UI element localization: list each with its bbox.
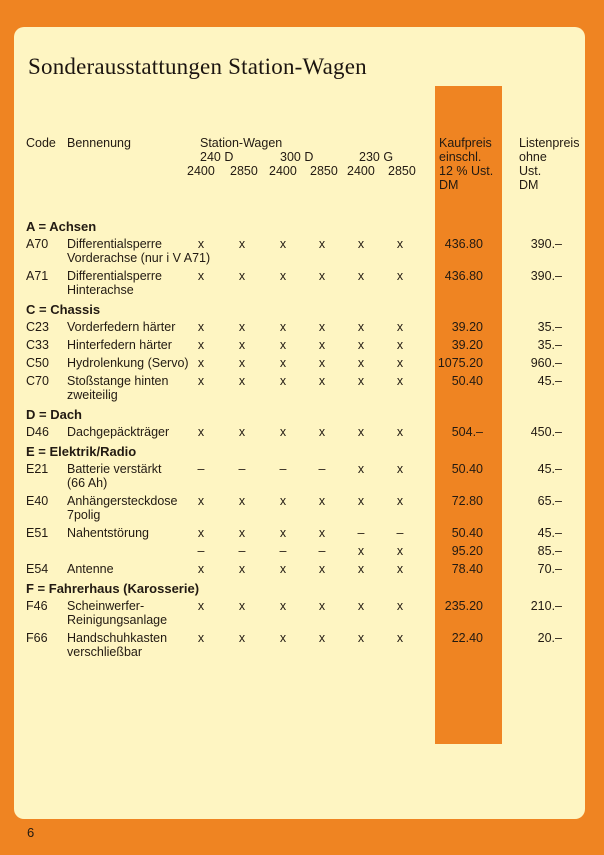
row-name: Differentialsperre — [67, 237, 162, 251]
row-listenpreis: 35.– — [537, 320, 562, 334]
row-name: Vorderachse (nur i V A71) — [67, 251, 211, 265]
row-kaufpreis: 39.20 — [451, 338, 483, 352]
row-mark: x — [238, 320, 246, 334]
row-mark: x — [318, 494, 326, 508]
row-mark: x — [357, 544, 365, 558]
header-listenpreis: Listenpreis — [519, 136, 580, 150]
row-name: (66 Ah) — [67, 476, 108, 490]
row-name: Vorderfedern härter — [67, 320, 176, 334]
row-mark: x — [197, 631, 205, 645]
row-mark: x — [238, 631, 246, 645]
header-model: 240 D — [200, 150, 234, 164]
row-mark: x — [197, 320, 205, 334]
row-mark: x — [318, 338, 326, 352]
row-name: Hydrolenkung (Servo) — [67, 356, 189, 370]
row-mark: x — [197, 338, 205, 352]
row-listenpreis: 960.– — [530, 356, 562, 370]
row-mark: x — [197, 269, 205, 283]
header-bennenung: Bennenung — [67, 136, 131, 150]
row-code: C33 — [26, 338, 49, 352]
header-listenpreis: DM — [519, 178, 539, 192]
row-listenpreis: 390.– — [530, 269, 562, 283]
row-name: 7polig — [67, 508, 101, 522]
row-listenpreis: 20.– — [537, 631, 562, 645]
header-code: Code — [26, 136, 56, 150]
row-mark: x — [396, 237, 404, 251]
row-name: Reinigungsanlage — [67, 613, 168, 627]
row-listenpreis: 450.– — [530, 425, 562, 439]
row-mark: – — [318, 544, 326, 558]
row-mark: x — [357, 374, 365, 388]
row-mark: x — [318, 320, 326, 334]
row-mark: x — [357, 631, 365, 645]
section-title: A = Achsen — [26, 219, 97, 234]
row-mark: x — [279, 631, 287, 645]
row-mark: x — [197, 374, 205, 388]
row-code: E54 — [26, 562, 49, 576]
row-mark: x — [357, 338, 365, 352]
row-mark: x — [238, 237, 246, 251]
row-kaufpreis: 39.20 — [451, 320, 483, 334]
row-name: Nahentstörung — [67, 526, 150, 540]
row-mark: x — [318, 237, 326, 251]
header-kaufpreis: Kaufpreis — [439, 136, 492, 150]
row-code: A70 — [26, 237, 49, 251]
row-mark: x — [318, 374, 326, 388]
row-mark: x — [197, 599, 205, 613]
row-code: E51 — [26, 526, 49, 540]
row-listenpreis: 70.– — [537, 562, 562, 576]
row-kaufpreis: 72.80 — [451, 494, 483, 508]
row-mark: – — [279, 544, 287, 558]
header-wheelbase: 2400 — [347, 164, 375, 178]
row-mark: x — [396, 374, 404, 388]
header-kaufpreis: DM — [439, 178, 459, 192]
row-mark: – — [238, 462, 246, 476]
row-listenpreis: 35.– — [537, 338, 562, 352]
row-kaufpreis: 50.40 — [451, 462, 483, 476]
row-mark: x — [238, 374, 246, 388]
row-mark: x — [279, 269, 287, 283]
row-mark: x — [238, 526, 246, 540]
row-mark: – — [197, 462, 205, 476]
row-mark: x — [318, 631, 326, 645]
row-kaufpreis: 50.40 — [451, 374, 483, 388]
row-mark: x — [279, 356, 287, 370]
row-mark: x — [318, 269, 326, 283]
row-listenpreis: 45.– — [537, 462, 562, 476]
row-name: Dachgepäckträger — [67, 425, 170, 439]
header-wheelbase: 2850 — [388, 164, 416, 178]
row-mark: x — [197, 237, 205, 251]
row-name: Handschuhkasten — [67, 631, 168, 645]
row-mark: x — [396, 562, 404, 576]
row-mark: x — [279, 494, 287, 508]
row-mark: – — [396, 526, 404, 540]
row-mark: x — [318, 526, 326, 540]
section-title: D = Dach — [26, 407, 82, 422]
row-name: zweiteilig — [67, 388, 118, 402]
row-kaufpreis: 78.40 — [451, 562, 483, 576]
row-mark: x — [396, 544, 404, 558]
page-title: Sonderausstattungen Station-Wagen — [28, 54, 367, 79]
row-kaufpreis: 22.40 — [451, 631, 483, 645]
row-listenpreis: 390.– — [530, 237, 562, 251]
row-name: Differentialsperre — [67, 269, 162, 283]
row-name: Hinterfedern härter — [67, 338, 172, 352]
row-code: E40 — [26, 494, 49, 508]
row-mark: x — [396, 462, 404, 476]
row-listenpreis: 210.– — [530, 599, 562, 613]
row-mark: x — [396, 338, 404, 352]
row-mark: x — [238, 599, 246, 613]
row-mark: x — [357, 320, 365, 334]
row-mark: x — [396, 320, 404, 334]
row-mark: x — [279, 562, 287, 576]
row-mark: x — [279, 425, 287, 439]
row-code: F66 — [26, 631, 48, 645]
row-mark: x — [396, 269, 404, 283]
page-sheet — [14, 27, 585, 819]
row-mark: x — [357, 462, 365, 476]
row-mark: x — [318, 425, 326, 439]
header-listenpreis: Ust. — [519, 164, 542, 178]
row-mark: x — [279, 526, 287, 540]
header-wheelbase: 2850 — [230, 164, 258, 178]
row-name: Scheinwerfer- — [67, 599, 145, 613]
row-code: C23 — [26, 320, 49, 334]
row-name: Hinterachse — [67, 283, 134, 297]
row-mark: x — [238, 562, 246, 576]
section-title: C = Chassis — [26, 302, 101, 317]
row-listenpreis: 65.– — [537, 494, 562, 508]
row-mark: x — [318, 599, 326, 613]
row-mark: x — [197, 356, 205, 370]
row-code: A71 — [26, 269, 49, 283]
header-listenpreis: ohne — [519, 150, 547, 164]
row-name: Stoßstange hinten — [67, 374, 169, 388]
row-mark: x — [318, 562, 326, 576]
header-wheelbase: 2850 — [310, 164, 338, 178]
row-code: F46 — [26, 599, 48, 613]
header-model: 230 G — [359, 150, 394, 164]
row-code: E21 — [26, 462, 49, 476]
row-mark: x — [396, 494, 404, 508]
row-mark: – — [238, 544, 246, 558]
header-station-wagen: Station-Wagen — [200, 136, 283, 150]
row-mark: x — [197, 494, 205, 508]
row-mark: x — [357, 425, 365, 439]
section-title: E = Elektrik/Radio — [26, 444, 137, 459]
row-mark: x — [238, 494, 246, 508]
row-kaufpreis: 1075.20 — [437, 356, 483, 370]
row-listenpreis: 45.– — [537, 526, 562, 540]
header-model: 300 D — [280, 150, 314, 164]
row-mark: x — [357, 356, 365, 370]
row-mark: x — [279, 338, 287, 352]
row-name: Anhängersteckdose — [67, 494, 178, 508]
row-kaufpreis: 436.80 — [444, 269, 483, 283]
row-mark: x — [396, 356, 404, 370]
row-mark: x — [238, 269, 246, 283]
row-mark: x — [318, 356, 326, 370]
row-name: verschließbar — [67, 645, 143, 659]
row-mark: – — [279, 462, 287, 476]
row-code: D46 — [26, 425, 49, 439]
row-mark: x — [197, 562, 205, 576]
row-mark: x — [279, 374, 287, 388]
header-kaufpreis: 12 % Ust. — [439, 164, 494, 178]
row-mark: x — [357, 562, 365, 576]
row-name: Batterie verstärkt — [67, 462, 162, 476]
row-kaufpreis: 50.40 — [451, 526, 483, 540]
section-title: F = Fahrerhaus (Karosserie) — [26, 581, 200, 596]
row-kaufpreis: 504.– — [451, 425, 483, 439]
row-listenpreis: 85.– — [537, 544, 562, 558]
row-mark: x — [357, 237, 365, 251]
row-listenpreis: 45.– — [537, 374, 562, 388]
row-mark: x — [357, 599, 365, 613]
row-mark: – — [197, 544, 205, 558]
row-mark: x — [238, 356, 246, 370]
row-mark: – — [318, 462, 326, 476]
header-wheelbase: 2400 — [269, 164, 297, 178]
header-wheelbase: 2400 — [187, 164, 215, 178]
row-kaufpreis: 436.80 — [444, 237, 483, 251]
row-code: C50 — [26, 356, 49, 370]
row-kaufpreis: 95.20 — [451, 544, 483, 558]
row-code: C70 — [26, 374, 49, 388]
row-mark: x — [357, 269, 365, 283]
row-kaufpreis: 235.20 — [444, 599, 483, 613]
row-mark: x — [238, 338, 246, 352]
header-kaufpreis: einschl. — [439, 150, 482, 164]
page-number: 6 — [27, 825, 35, 840]
row-mark: x — [396, 631, 404, 645]
row-mark: x — [279, 237, 287, 251]
row-name: Antenne — [67, 562, 114, 576]
row-mark: x — [197, 425, 205, 439]
row-mark: x — [279, 320, 287, 334]
row-mark: – — [357, 526, 365, 540]
row-mark: x — [396, 599, 404, 613]
row-mark: x — [197, 526, 205, 540]
row-mark: x — [238, 425, 246, 439]
row-mark: x — [279, 599, 287, 613]
row-mark: x — [396, 425, 404, 439]
row-mark: x — [357, 494, 365, 508]
